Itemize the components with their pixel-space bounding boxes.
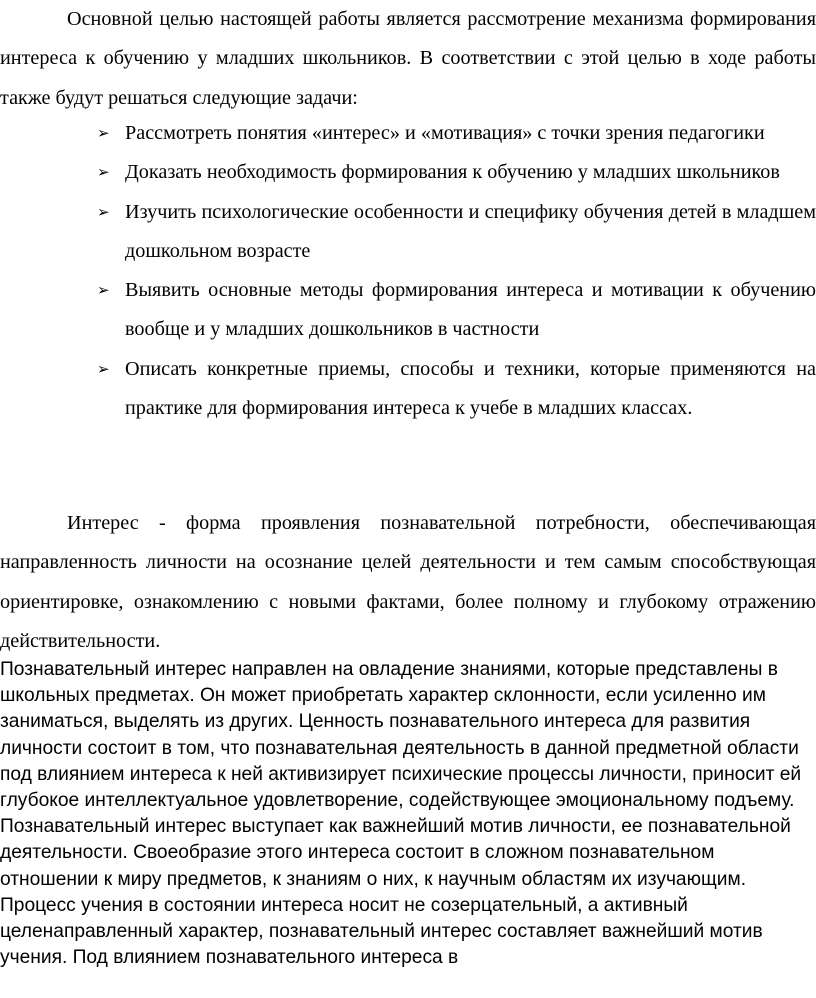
intro-paragraph: Основной целью настоящей работы является рассмотрение механизма формирования интереса к обучению у младших школьников. В соответствии с этой целью в ходе работы также будут решаться следующие задачи: (0, 8, 816, 109)
list-item (0, 153, 816, 192)
arrow-bullet-icon: ➢ (97, 202, 110, 221)
task-text: Изучить психологические особенности и специфику обучения детей в младшем дошкольном возрасте (125, 200, 816, 262)
tasks-list (0, 114, 816, 428)
arrow-bullet-icon: ➢ (97, 281, 110, 300)
task-text: Описать конкретные приемы, способы и техники, которые применяются на практике для формирования интереса к учебе в младших классах. (125, 357, 816, 420)
cognitive-interest-paragraph: Познавательный интерес направлен на овладение знаниями, которые представлены в школьных предметах. Он может приобретать характер склонности, если усиленно им заниматься, выделять из других. Ценность познавательного интереса для развития личности состоит в том, что познавательная деятельность в данной предметной области под влиянием интереса к ней активизирует психические процессы личности, приносит ей глубокое интеллектуальное удовлетворение, содействующее эмоциональному подъему. Познавательный интерес выступает как важнейший мотив личности, ее познавательной деятельности. Своеобразие этого интереса состоит в сложном познавательном отношении к миру предметов, к знаниям о них, к научным областям их изучающим. Процесс учения в состоянии интереса носит не созерцательный, а активный целенаправленный характер, познавательный интерес составляет важнейший мотив учения. Под влиянием познавательного интереса в (0, 659, 802, 969)
task-text: Доказать необходимость формирования к обучению у младших школьников (125, 161, 780, 184)
definition-paragraph: Интерес - форма проявления познавательной потребности, обеспечивающая направленность личности на осознание целей деятельности и тем самым способствующая ориентировке, ознакомлению с новыми фактами, более полному и глубокому отражению действительности. (0, 512, 816, 652)
list-item (0, 114, 816, 153)
list-item (0, 350, 816, 429)
task-text: Рассмотреть понятия «интерес» и «мотивация» с точки зрения педагогики (125, 122, 765, 144)
task-text: Выявить основные методы формирования интереса и мотивации к обучению вообще и у младших дошкольников в частности (125, 279, 816, 341)
arrow-bullet-icon: ➢ (97, 124, 110, 142)
list-item (0, 271, 816, 350)
list-item (0, 193, 816, 272)
arrow-bullet-icon: ➢ (97, 359, 110, 378)
arrow-bullet-icon: ➢ (97, 163, 110, 182)
